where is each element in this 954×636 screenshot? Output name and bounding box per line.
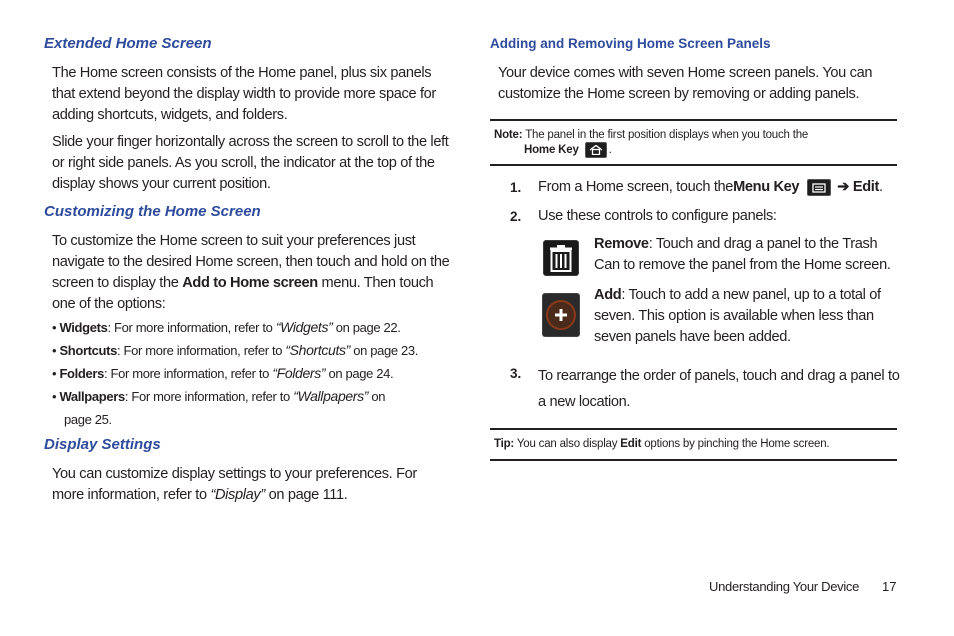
heading-adding-removing-panels: Adding and Removing Home Screen Panels [490, 36, 771, 51]
widgets-reference[interactable]: “Widgets” [275, 319, 333, 335]
note-bottom-rule [490, 164, 897, 166]
tip-text: Tip: You can also display Edit options by pinching the Home screen. [494, 438, 830, 450]
note-top-rule [490, 119, 897, 121]
paragraph-seven-panels: Your device comes with seven Home screen panels. You can customize the Home screen by removing or adding panels. [498, 65, 873, 102]
step-2-text: Use these controls to configure panels: [538, 208, 777, 224]
wallpapers-reference[interactable]: “Wallpapers” [293, 388, 369, 404]
tip-top-rule [490, 428, 897, 430]
add-panel-icon [542, 293, 580, 337]
add-term: Add [594, 287, 622, 303]
home-key-term: Home Key [524, 144, 579, 156]
edit-term: Edit [852, 179, 879, 195]
footer-section-title: Understanding Your Device [709, 579, 860, 594]
bullet-wallpapers-continued: page 25. [64, 412, 112, 427]
step-3-number: 3. [510, 366, 522, 381]
paragraph-extended-home: The Home screen consists of the Home panel, plus six panels that extend beyond the display width to provide more space for adding shortcuts, widgets, and folders. [52, 65, 436, 123]
remove-term: Remove [594, 236, 649, 252]
menu-key-term: Menu Key [733, 179, 800, 195]
paragraph-display-settings: You can customize display settings to your preferences. For more information, refer to “Display” on page 111. [52, 466, 417, 503]
folders-reference[interactable]: “Folders” [272, 365, 326, 381]
note-label: Note: [494, 129, 523, 141]
add-description: Add: Touch to add a new panel, up to a total of seven. This option is available when less than seven panels have been added. [594, 287, 881, 345]
heading-display-settings: Display Settings [44, 436, 161, 453]
bullet-widgets: • Widgets: For more information, refer to “Widgets” on page 22. [52, 319, 401, 335]
step-1-number: 1. [510, 180, 522, 195]
paragraph-slide-finger: Slide your finger horizontally across the screen to scroll to the left or right side panels. As you scroll, the indicator at the top of the display shows your current position. [52, 134, 449, 192]
shortcuts-reference[interactable]: “Shortcuts” [285, 342, 350, 358]
step-1-text: From a Home screen, touch the Menu Key ➔ Edit . [538, 177, 883, 198]
tip-bottom-rule [490, 459, 897, 461]
note-line-2: Home Key . [524, 144, 612, 156]
menu-key-icon [807, 179, 831, 196]
step-3-text: To rearrange the order of panels, touch and drag a panel to a new location. [538, 368, 900, 410]
trash-can-icon [543, 240, 579, 276]
step-2-number: 2. [510, 209, 522, 224]
heading-customizing-home-screen: Customizing the Home Screen [44, 203, 261, 220]
display-reference[interactable]: “Display” [210, 487, 265, 503]
tip-edit-term: Edit [620, 438, 642, 450]
plus-circle-icon [546, 300, 576, 330]
tip-label: Tip: [494, 438, 515, 450]
bullet-shortcuts: • Shortcuts: For more information, refer to “Shortcuts” on page 23. [52, 342, 419, 358]
footer-page-number: 17 [882, 579, 897, 594]
heading-extended-home-screen: Extended Home Screen [44, 35, 212, 52]
arrow-glyph: ➔ [837, 179, 850, 195]
add-to-home-screen-term: Add to Home screen [182, 275, 318, 291]
bullet-wallpapers: • Wallpapers: For more information, refer to “Wallpapers” on [52, 388, 386, 404]
note-line-1: Note: The panel in the first position displays when you touch the [494, 129, 809, 141]
home-key-icon [585, 142, 607, 158]
bullet-folders: • Folders: For more information, refer to “Folders” on page 24. [52, 365, 394, 381]
paragraph-customize: To customize the Home screen to suit your preferences just navigate to the desired Home screen, then touch and hold on the screen to display the Add to Home screen menu. Then touch one of the options: [52, 233, 450, 312]
remove-description: Remove: Touch and drag a panel to the Trash Can to remove the panel from the Home screen. [594, 236, 891, 273]
